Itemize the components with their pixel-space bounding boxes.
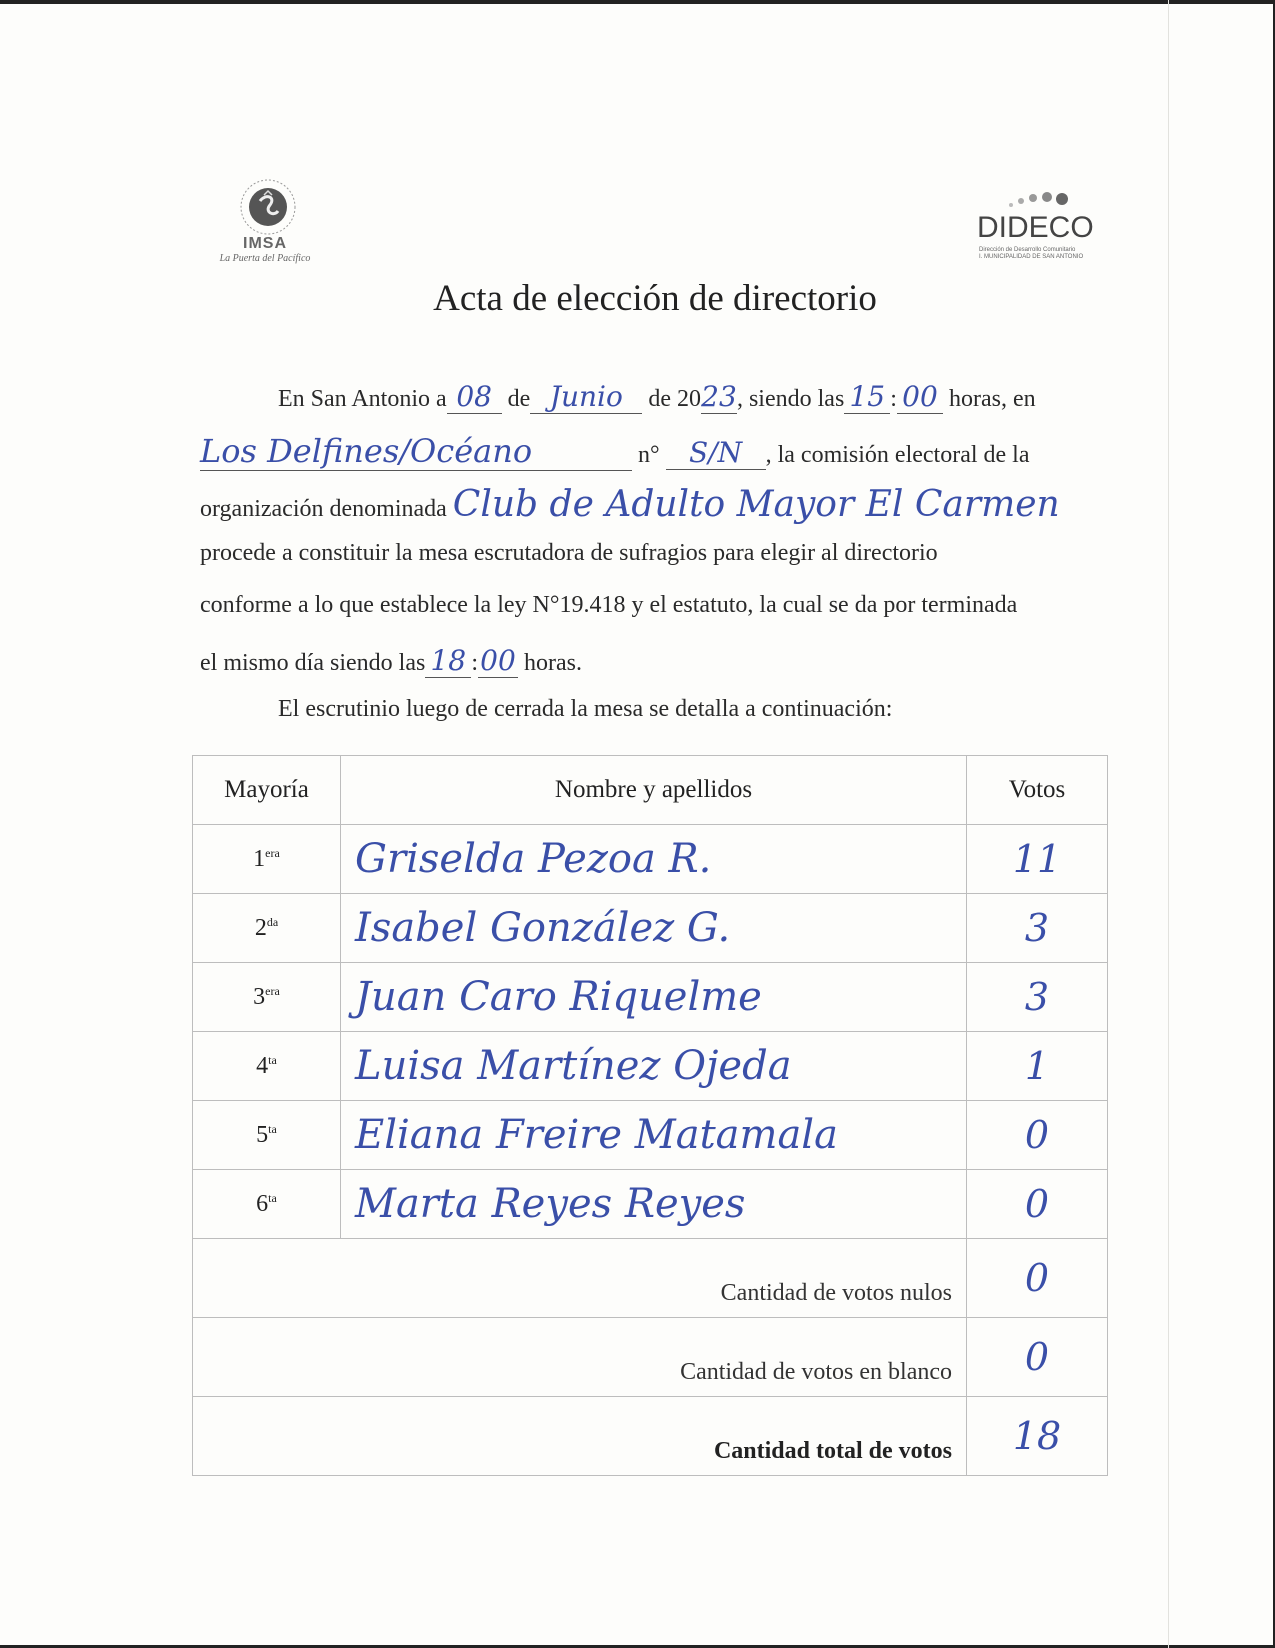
rank-cell	[193, 825, 341, 894]
rank-number: 1	[253, 845, 266, 872]
blank-votes-value: 0	[1024, 1335, 1050, 1379]
table-row	[193, 1170, 1108, 1239]
street-value: Los Delfines/Océano	[200, 432, 533, 470]
imsa-motto: La Puerta del Pacífico	[219, 253, 311, 264]
scan-edge-top	[0, 0, 1275, 4]
dideco-subtitle-2: I. MUNICIPALIDAD DE SAN ANTONIO	[979, 254, 1084, 260]
document-title: Acta de elección de directorio	[433, 278, 877, 319]
total-votes-cell	[967, 1397, 1108, 1476]
dideco-dots-icon	[1005, 185, 1085, 211]
rank-number: 3	[253, 983, 266, 1010]
paragraph-line-3	[200, 484, 1060, 525]
street-field	[200, 432, 632, 471]
candidate-name: Isabel González G.	[355, 905, 731, 951]
name-cell	[341, 1032, 967, 1101]
start-minute-value: 00	[902, 380, 938, 413]
votes-cell	[967, 1170, 1108, 1239]
null-votes-row	[193, 1239, 1108, 1318]
text-en-san-antonio: En San Antonio a	[278, 386, 447, 412]
text-colon: :	[471, 650, 478, 676]
imsa-emblem-icon	[240, 179, 296, 235]
null-votes-value: 0	[1024, 1256, 1050, 1300]
paragraph-line-4: procede a constituir la mesa escrutadora de sufragios para elegir al directorio	[200, 540, 938, 566]
paragraph-line-5: conforme a lo que establece la ley N°19.418 y el estatuto, la cual se da por terminada	[200, 592, 1018, 618]
paragraph-line-2	[200, 432, 1030, 471]
name-cell	[341, 1101, 967, 1170]
votes-cell	[967, 825, 1108, 894]
name-cell	[341, 894, 967, 963]
rank-suffix: era	[265, 983, 280, 998]
null-votes-cell	[967, 1239, 1108, 1318]
table-row	[193, 894, 1108, 963]
text-de: de	[507, 386, 531, 412]
day-field	[447, 380, 502, 414]
text-numero: n°	[638, 442, 660, 468]
candidate-name: Juan Caro Riquelme	[355, 974, 762, 1020]
votes-cell	[967, 963, 1108, 1032]
text-horas: horas.	[523, 650, 582, 676]
candidate-name: Eliana Freire Matamala	[355, 1112, 838, 1158]
candidate-votes: 3	[1024, 906, 1050, 950]
candidate-votes: 3	[1024, 975, 1050, 1019]
text-mismo-dia: el mismo día siendo las	[200, 650, 426, 676]
votes-cell	[967, 894, 1108, 963]
text-siendo-las: , siendo las	[736, 386, 845, 412]
null-votes-label: Cantidad de votos nulos	[193, 1239, 967, 1318]
end-hour-field	[425, 644, 471, 678]
table-header-row	[193, 756, 1108, 825]
imsa-logo	[200, 175, 330, 270]
candidate-name: Marta Reyes Reyes	[355, 1181, 746, 1227]
month-value: Junio	[549, 380, 623, 413]
page-fold-line	[1168, 0, 1169, 1648]
votes-cell	[967, 1032, 1108, 1101]
start-minute-field	[897, 380, 943, 414]
total-votes-value: 18	[1012, 1414, 1062, 1458]
header-votos: Votos	[967, 756, 1108, 825]
start-hour-field	[844, 380, 890, 414]
rank-suffix: da	[266, 914, 279, 929]
rank-number: 4	[256, 1052, 269, 1079]
candidate-name: Griselda Pezoa R.	[355, 836, 712, 882]
rank-cell	[193, 1032, 341, 1101]
year-field	[701, 380, 737, 414]
number-value: S/N	[689, 436, 743, 469]
dideco-logo	[975, 185, 1095, 265]
blank-votes-cell	[967, 1318, 1108, 1397]
rank-cell	[193, 894, 341, 963]
table-row	[193, 1101, 1108, 1170]
text-organizacion-denominada: organización denominada	[200, 496, 447, 522]
end-hour-value: 18	[430, 644, 467, 677]
blank-votes-label: Cantidad de votos en blanco	[193, 1318, 967, 1397]
paragraph-line-6	[200, 644, 582, 678]
candidate-votes: 0	[1024, 1182, 1050, 1226]
candidate-votes: 11	[1012, 837, 1062, 881]
rank-cell	[193, 1101, 341, 1170]
blank-votes-row	[193, 1318, 1108, 1397]
rank-number: 5	[256, 1121, 269, 1148]
votes-table	[192, 755, 1108, 1476]
dideco-logo-text: DIDECO	[977, 211, 1094, 244]
number-field	[666, 436, 766, 470]
candidate-votes: 0	[1024, 1113, 1050, 1157]
candidate-name: Luisa Martínez Ojeda	[355, 1043, 792, 1089]
rank-suffix: ta	[268, 1190, 277, 1205]
votes-cell	[967, 1101, 1108, 1170]
imsa-logo-text: IMSA	[243, 235, 287, 252]
rank-number: 2	[254, 914, 267, 941]
text-de-20: de 20	[648, 386, 701, 412]
rank-cell	[193, 1170, 341, 1239]
rank-suffix: era	[265, 845, 280, 860]
text-colon: :	[890, 386, 897, 412]
paragraph-line-1	[278, 380, 1036, 414]
rank-cell	[193, 963, 341, 1032]
month-field	[530, 380, 642, 414]
rank-suffix: ta	[268, 1121, 277, 1136]
rank-suffix: ta	[268, 1052, 277, 1067]
table-row	[193, 1032, 1108, 1101]
table-row	[193, 963, 1108, 1032]
dideco-subtitle-1: Dirección de Desarrollo Comunitario	[979, 247, 1076, 253]
header-nombre: Nombre y apellidos	[341, 756, 967, 825]
name-cell	[341, 963, 967, 1032]
rank-number: 6	[256, 1190, 269, 1217]
end-minute-value: 00	[480, 644, 516, 677]
start-hour-value: 15	[849, 380, 886, 413]
total-votes-row	[193, 1397, 1108, 1476]
name-cell	[341, 1170, 967, 1239]
name-cell	[341, 825, 967, 894]
paragraph-line-7: El escrutinio luego de cerrada la mesa se detalla a continuación:	[278, 696, 893, 722]
text-horas-en: horas, en	[948, 386, 1036, 412]
candidate-votes: 1	[1024, 1044, 1050, 1088]
year-value: 23	[701, 380, 737, 413]
header-mayoria: Mayoría	[193, 756, 341, 825]
table-row	[193, 825, 1108, 894]
day-value: 08	[456, 380, 492, 413]
text-comision-electoral: , la comisión electoral de la	[765, 442, 1030, 468]
organization-name-value: Club de Adulto Mayor El Carmen	[452, 484, 1060, 525]
end-minute-field	[478, 644, 518, 678]
total-votes-label: Cantidad total de votos	[193, 1397, 967, 1476]
